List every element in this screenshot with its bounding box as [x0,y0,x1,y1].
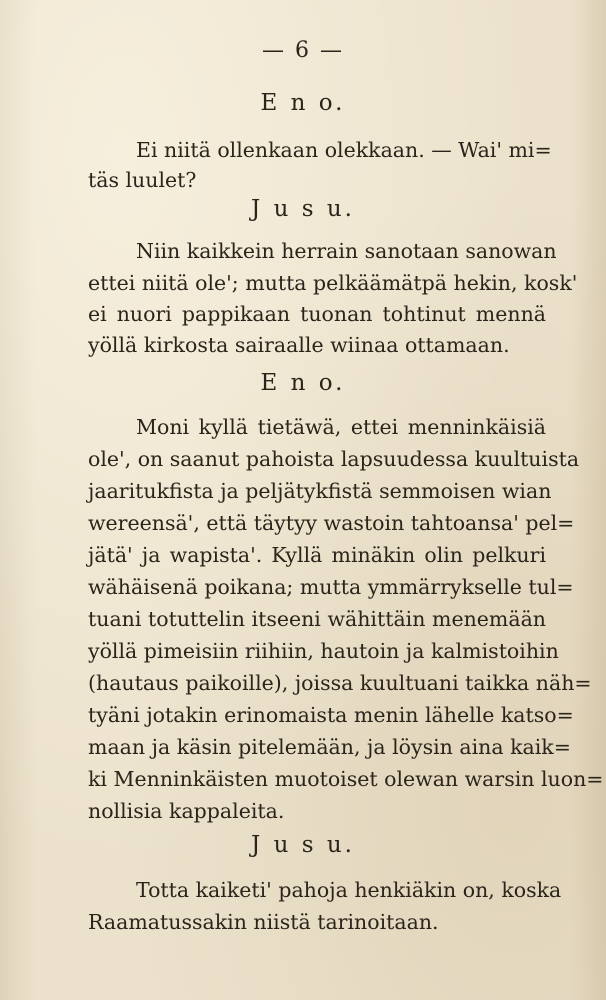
text-line: ole', on saanut pahoista lapsuudessa kuultuista [88,447,580,471]
text-line: ki Menninkäisten muotoiset olewan warsin luon= [88,767,604,791]
text-line: maan ja käsin pitelemään, ja löysin aina kaik= [88,735,571,759]
text-line: jätä' ja wapista'. Kyllä minäkin olin pelkuri [88,543,546,567]
text-line: jaaritukfista ja peljätykfistä semmoisen wian [88,479,552,503]
text-line: wähäisenä poikana; mutta ymmärrykselle tul= [88,575,574,599]
page-number: — 6 — [262,38,344,63]
text-line: wereensä', että täytyy wastoin tahtoansa' pel= [88,511,575,535]
text-line: Moni kyllä tietäwä, ettei menninkäisiä [136,415,546,439]
text-line: Ei niitä ollenkaan olekkaan. — Wai' mi= [136,138,552,162]
speaker-name: J u s u. [251,196,355,222]
text-line: tuani totuttelin itseeni wähittäin menemään [88,607,546,631]
text-line: tyäni jotakin erinomaista menin lähelle katso= [88,703,574,727]
text-line: yöllä kirkosta sairaalle wiinaa ottamaan. [88,333,510,357]
text-line: Niin kaikkein herrain sanotaan sanowan [136,239,557,263]
text-line: ettei niitä ole'; mutta pelkäämätpä hekin, kosk' [88,271,578,295]
text-line: täs luulet? [88,168,197,192]
text-line: ei nuori pappikaan tuonan tohtinut mennä [88,302,546,326]
text-line: Raamatussakin niistä tarinoitaan. [88,910,439,934]
speaker-name: E n o. [260,90,346,116]
text-line: nollisia kappaleita. [88,799,285,823]
speaker-name: J u s u. [251,832,355,858]
text-line: yöllä pimeisiin riihiin, hautoin ja kalmistoihin [88,639,559,663]
speaker-name: E n o. [260,370,346,396]
text-line: Totta kaiketi' pahoja henkiäkin on, koska [136,878,562,902]
text-line: (hautaus paikoille), joissa kuultuani taikka näh= [88,671,592,695]
